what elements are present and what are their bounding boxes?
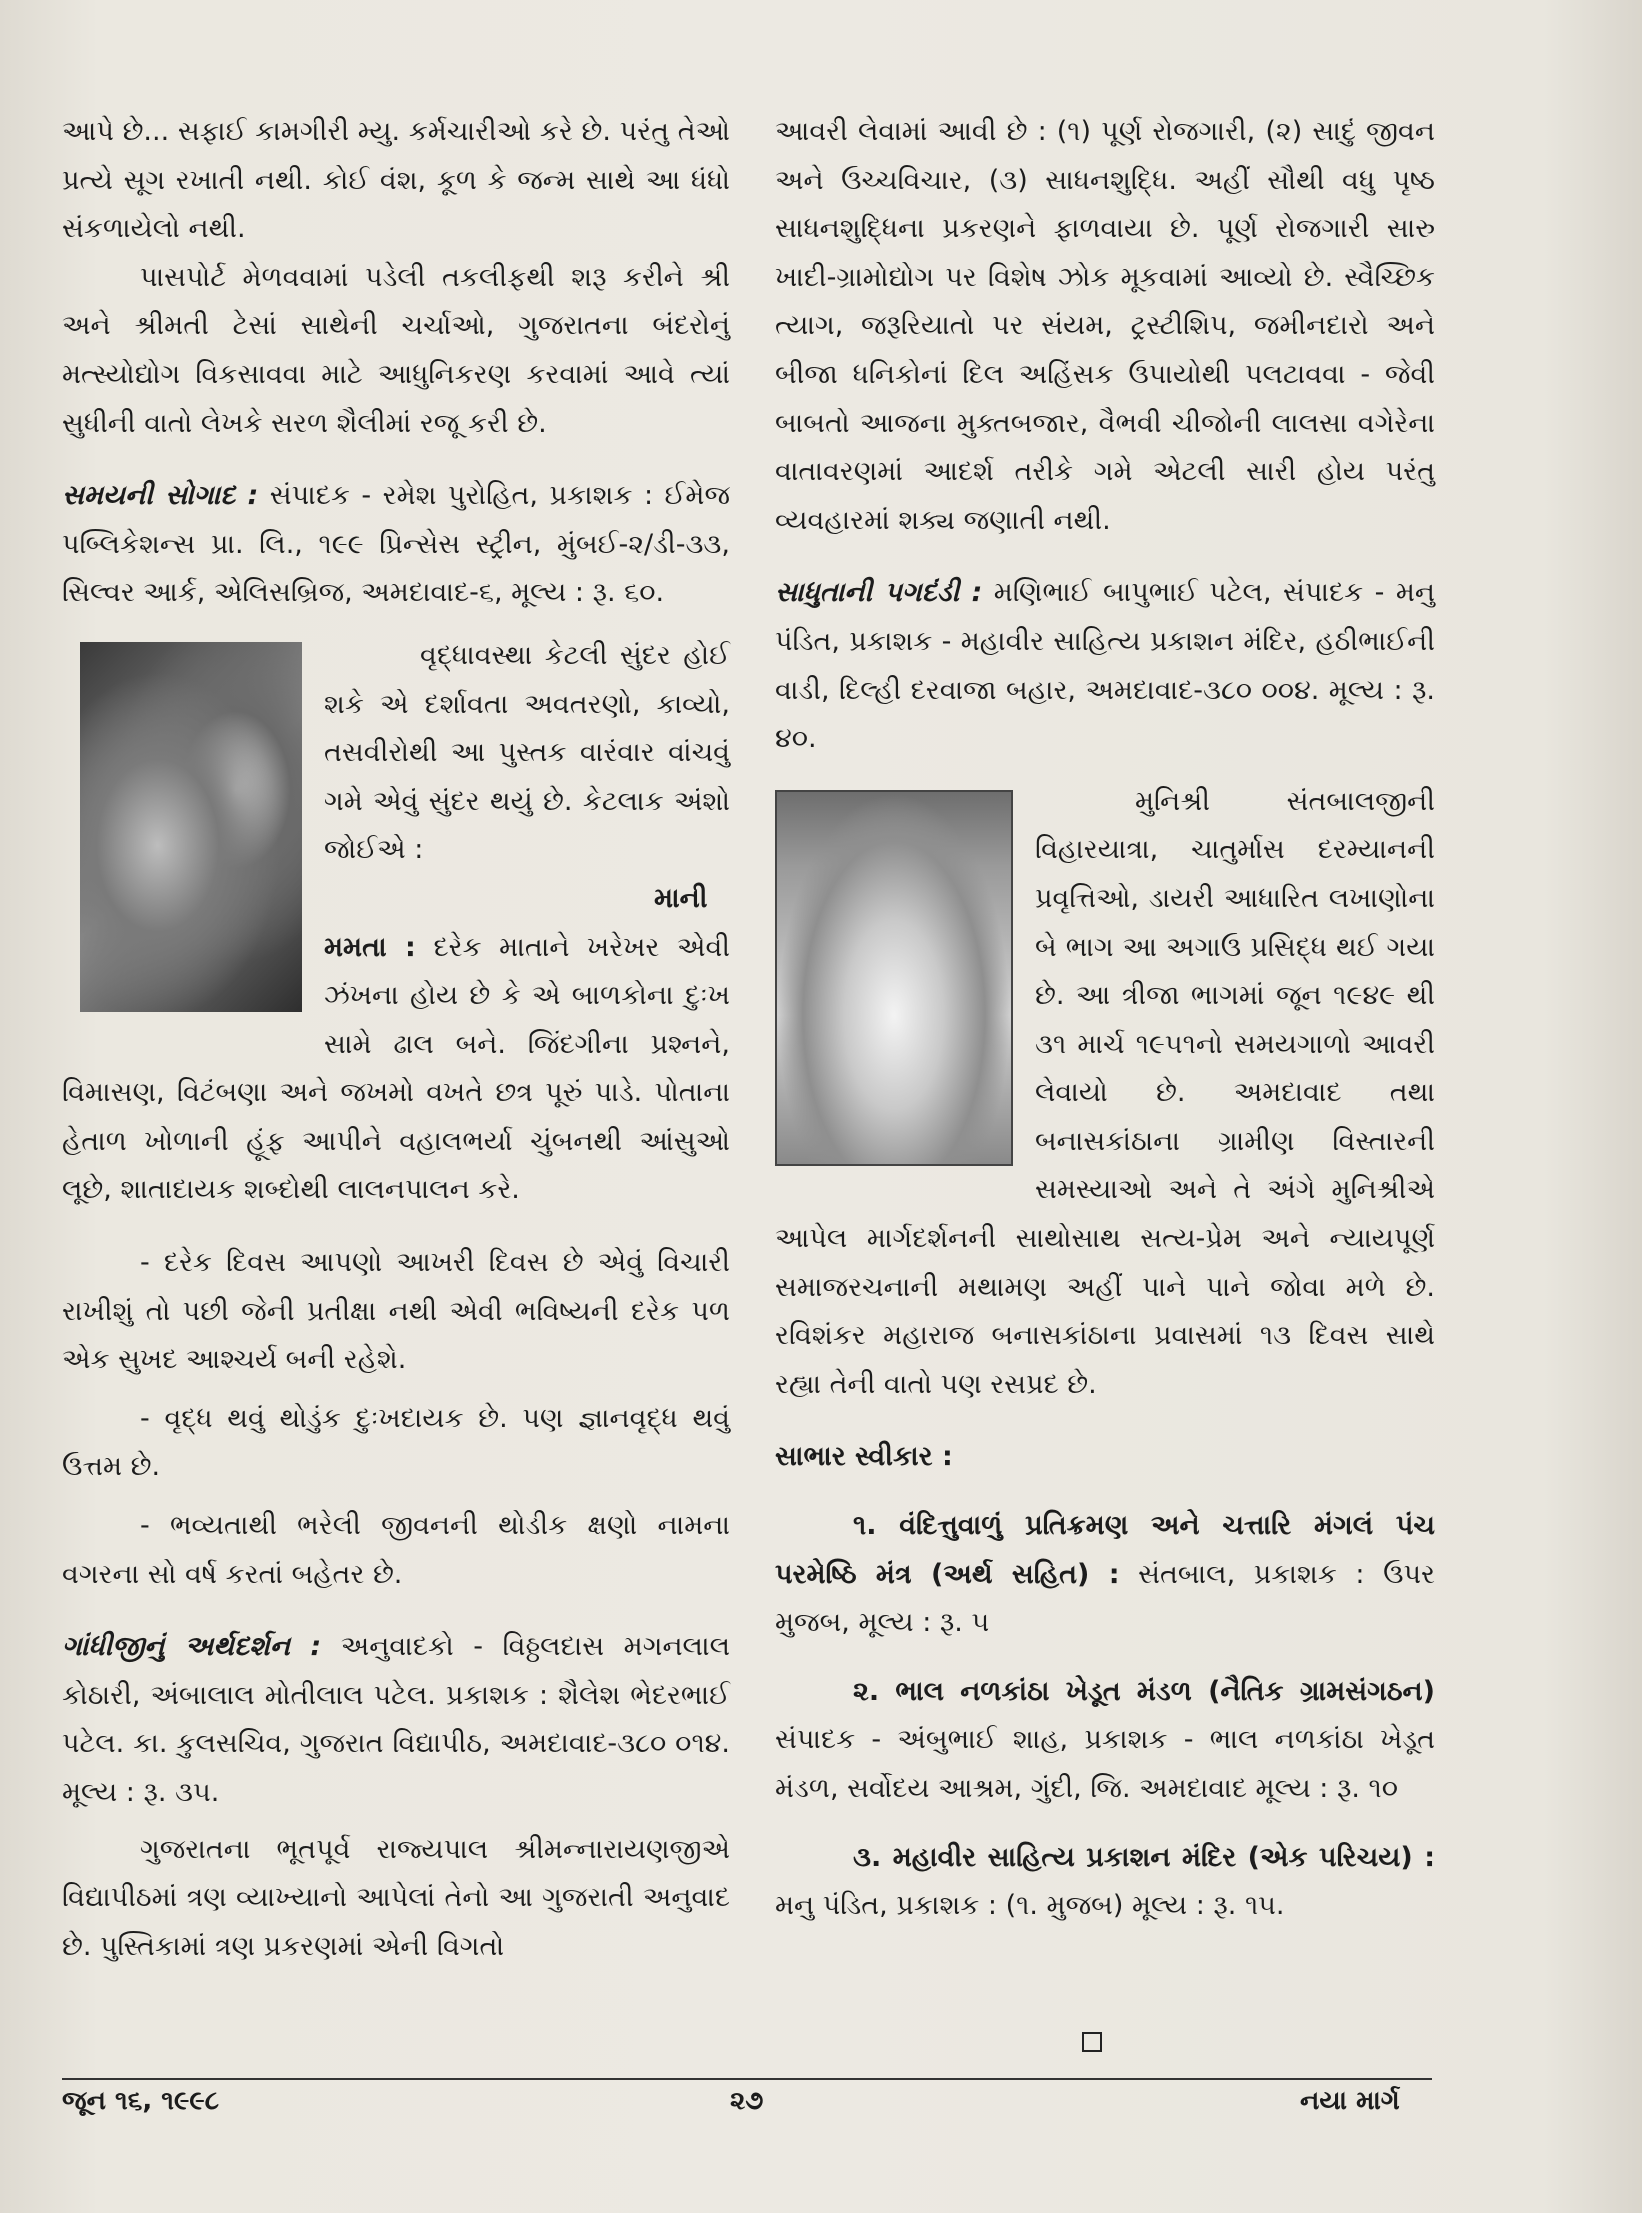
book-details: સંપાદક - રમેશ પુરોહિત, પ્રકાશક : ઈમેજ પબ્લિકેશન્સ પ્રા. લિ., ૧૯૯ પ્રિન્સેસ સ્ટ્રીન, મુંબઈ-૨/ડી-૩૩, સિલ્વર આર્ક, એલિસબ્રિજ, અમદાવાદ-૬, મૂલ્ય : રૂ. ૬૦. (62, 480, 730, 609)
book-details: અનુવાદકો - વિઠ્ઠલદાસ મગનલાલ કોઠારી, અંબાલાલ મોતીલાલ પટેલ. પ્રકાશક : શૈલેશ ભેદરભાઈ પટેલ. કા. કુલસચિવ, ગુજરાત વિદ્યાપીઠ, અમદાવાદ-૩૮૦ ૦૧૪. મૂલ્ય : રૂ. ૩૫. (62, 1631, 730, 1808)
book-review (62, 632, 730, 1215)
book-title: સમયની સોગાદ : (62, 480, 259, 512)
section-heading: સાભાર સ્વીકાર : (775, 1441, 953, 1473)
paragraph: આવરી લેવામાં આવી છે : (૧) પૂર્ણ રોજગારી, (૨) સાદું જીવન અને ઉચ્ચવિચાર, (૩) સાધનશુદ્ધિ. અહીં સૌથી વધુ પૃષ્ઠ સાધનશુદ્ધિના પ્રકરણને ફાળવાયા છે. પૂર્ણ રોજગારી સારુ ખાદી-ગ્રામોદ્યોગ પર વિશેષ ઝોક મૂકવામાં આવ્યો છે. સ્વૈચ્છિક ત્યાગ, જરૂરિયાતો પર સંયમ, ટ્રસ્ટીશિપ, જમીનદારો અને બીજા ધનિકોનાં દિલ અહિંસક ઉપાયોથી પલટાવવા - જેવી બાબતો આજના મુક્તબજાર, વૈભવી ચીજોની લાલસા વગેરેના વાતાવરણમાં આદર્શ તરીકે ગમે એટલી સારી હોય પરંતુ વ્યવહારમાં શક્ય જણાતી નથી. (775, 116, 1435, 536)
list-item-details: મનુ પંડિત, પ્રકાશક : (૧. મુજબ) મૂલ્ય : રૂ. ૧૫. (775, 1890, 1285, 1922)
paragraph: - ભવ્યતાથી ભરેલી જીવનની થોડીક ક્ષણો નામના વગરના સો વર્ષ કરતાં બહેતર છે. (62, 1510, 730, 1590)
paragraph: મુનિશ્રી સંતબાલજીની વિહારયાત્રા, ચાતુર્માસ દરમ્યાનની પ્રવૃત્તિઓ, ડાયરી આધારિત લખાણોના બે ભાગ આ અગાઉ પ્રસિદ્ધ થઈ ગયા છે. આ ત્રીજા ભાગમાં જૂન ૧૯૪૯ થી ૩૧ માર્ચ ૧૯૫૧નો સમયગાળો આવરી લેવાયો છે. અમદાવાદ તથા બનાસકાંઠાના ગ્રામીણ વિસ્તારની સમસ્યાઓ અને તે અંગે મુનિશ્રીએ આપેલ માર્ગદર્શનની સાથોસાથ સત્ય-પ્રેમ અને ન્યાયપૂર્ણ સમાજરચનાની મથામણ અહીં પાને પાને જોવા મળે છે. રવિશંકર મહારાજ બનાસકાંઠાના પ્રવાસમાં ૧૩ દિવસ સાથે રહ્યા તેની વાતો પણ રસપ્રદ છે. (775, 785, 1435, 1400)
book-listing (62, 1623, 730, 1817)
book-listing (62, 472, 730, 618)
paragraph: આપે છે... સફાઈ કામગીરી મ્યુ. કર્મચારીઓ કરે છે. પરંતુ તેઓ પ્રત્યે સૂગ રખાતી નથી. કોઈ વંશ, કૂળ કે જન્મ સાથે આ ધંધો સંકળાયેલો નથી. (62, 116, 730, 245)
quote-lead: માની મમતા : (324, 882, 708, 963)
book-title: સાધુતાની પગદંડી : (775, 577, 983, 609)
page-number: ૨૭ (730, 2086, 764, 2116)
left-column (62, 108, 730, 1971)
footer-date: જૂન ૧૬, ૧૯૯૮ (62, 2086, 220, 2116)
quote-text: દરેક માતાને ખરેખર એવી ઝંખના હોય છે કે એ બાળકોના દુઃખ સામે ઢાલ બને. જિંદગીના પ્રશ્નને, વિમાસણ, વિટંબણા અને જખમો વખતે છત્ર પૂરું પાડે. પોતાના હેતાળ ખોળાની હૂંફ આપીને વહાલભર્યા ચુંબનથી આંસુઓ લૂછે, શાતાદાયક શબ્દોથી લાલનપાલન કરે. (62, 931, 730, 1206)
list-item (775, 1668, 1435, 1814)
list-item-title: ૩. મહાવીર સાહિત્ય પ્રકાશન મંદિર (એક પરિચય) : (853, 1841, 1435, 1873)
list-item-details: સંતબાલ, પ્રકાશક : ઉપર મુજબ, મૂલ્ય : રૂ. ૫ (775, 1558, 1435, 1639)
book-cover-image (80, 642, 302, 1012)
end-of-article-box-icon (1082, 2032, 1102, 2052)
book-details: મણિભાઈ બાપુભાઈ પટેલ, સંપાદક - મનુ પંડિત, પ્રકાશક - મહાવીર સાહિત્ય પ્રકાશન મંદિર, હઠીભાઈની વાડી, દિલ્હી દરવાજા બહાર, અમદાવાદ-૩૮૦ ૦૦૪. મૂલ્ય : રૂ. ૪૦. (775, 577, 1435, 755)
list-item-title: ૨. ભાલ નળકાંઠા ખેડૂત મંડળ (નૈતિક ગ્રામસંગઠન) (853, 1675, 1435, 1707)
right-column (775, 108, 1435, 1931)
publication-name: નયા માર્ગ (1300, 2086, 1400, 2116)
list-item-details: સંપાદક - અંબુભાઈ શાહ, પ્રકાશક - ભાલ નળકાંઠા ખેડૂત મંડળ, સર્વોદય આશ્રમ, ગુંદી, જિ. અમદાવાદ મૂલ્ય : રૂ. ૧૦ (775, 1724, 1435, 1804)
paragraph: - વૃદ્ધ થવું થોડુંક દુઃખદાયક છે. પણ જ્ઞાનવૃદ્ધ થવું ઉત્તમ છે. (62, 1402, 730, 1483)
list-item-title: ૧. વંદિત્તુવાળું પ્રતિક્રમણ અને ચત્તારિ મંગલં પંચ પરમેષ્ઠિ મંત્ર (અર્થ સહિત) : (775, 1510, 1435, 1590)
acknowledgement-list (775, 1502, 1435, 1931)
list-item (775, 1502, 1435, 1648)
book-cover-image (775, 790, 1013, 1166)
list-item (775, 1834, 1435, 1931)
book-title: ગાંધીજીનું અર્થદર્શન : (62, 1631, 322, 1663)
paragraph: પાસપોર્ટ મેળવવામાં પડેલી તકલીફથી શરૂ કરીને શ્રી અને શ્રીમતી ટેસાં સાથેની ચર્ચાઓ, ગુજરાતના બંદરોનું મત્સ્યોદ્યોગ વિકસાવવા માટે આધુનિકરણ કરવામાં આવે ત્યાં સુધીની વાતો લેખકે સરળ શૈલીમાં રજૂ કરી છે. (62, 261, 730, 439)
paragraph: વૃદ્ધાવસ્થા કેટલી સુંદર હોઈ શકે એ દર્શાવતા અવતરણો, કાવ્યો, તસવીરોથી આ પુસ્તક વારંવાર વાંચવું ગમે એવું સુંદર થયું છે. કેટલાક અંશો જોઈએ : (324, 639, 730, 866)
book-listing (775, 569, 1435, 763)
paragraph: - દરેક દિવસ આપણો આખરી દિવસ છે એવું વિચારી રાખીશું તો પછી જેની પ્રતીક્ષા નથી એવી ભવિષ્યની દરેક પળ એક સુખદ આશ્ચર્ય બની રહેશે. (62, 1247, 730, 1376)
book-review (775, 778, 1435, 1410)
footer-divider (62, 2078, 1432, 2080)
paragraph: ગુજરાતના ભૂતપૂર્વ રાજ્યપાલ શ્રીમન્નારાયણજીએ વિદ્યાપીઠમાં ત્રણ વ્યાખ્યાનો આપેલાં તેનો આ ગુજરાતી અનુવાદ છે. પુસ્તિકામાં ત્રણ પ્રકરણમાં એની વિગતો (62, 1833, 730, 1962)
